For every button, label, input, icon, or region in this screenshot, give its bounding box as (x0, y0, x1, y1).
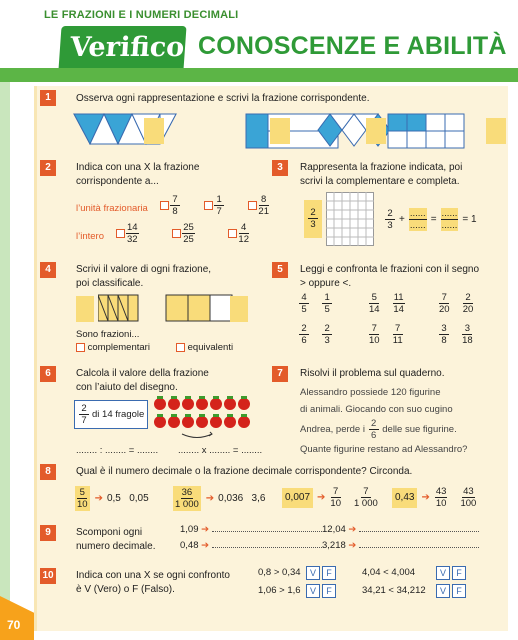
answer-line[interactable] (212, 547, 322, 548)
word-problem (300, 384, 467, 458)
exercise-7-text: Risolvi il problema sul quaderno. (300, 368, 445, 379)
denominator: 8 (441, 335, 447, 346)
comparison-pair (368, 292, 438, 315)
numerator: 1 (322, 292, 332, 304)
denominator: 100 (460, 498, 477, 509)
blank[interactable]: ...... (409, 220, 426, 231)
exercise-5-text (300, 263, 479, 291)
comparison-text: 34,21 < 34,212 (362, 585, 426, 596)
exercise-6-text (76, 367, 209, 395)
exercise-8-text: Qual è il numero decimale o la frazione decimale corrispondente? Circonda. (76, 466, 413, 477)
comparison-text: 1,06 > 1,6 (258, 585, 301, 596)
numerator: 2 (79, 403, 89, 415)
problem-text: delle sue figurine. (382, 424, 457, 436)
decimal-value: 0,48 (180, 540, 199, 551)
page-title: CONOSCENZE E ABILITÀ (198, 32, 507, 60)
numerator: 8 (259, 194, 269, 206)
blank[interactable]: ...... (441, 220, 458, 231)
exercise-number: 6 (40, 366, 56, 382)
choice-option[interactable] (354, 486, 378, 509)
numerator: 2 (322, 323, 332, 335)
decimal-value: 0,43 (392, 488, 417, 508)
arrow-icon: ➔ (421, 491, 430, 503)
exercise-number: 3 (272, 160, 288, 176)
checkbox[interactable] (172, 229, 181, 238)
comparison-text: 4,04 < 4,004 (362, 567, 416, 578)
exercise-2-text (76, 161, 199, 189)
choice-option[interactable] (330, 486, 341, 509)
true-box[interactable]: V (436, 566, 450, 580)
numerator: 5 (369, 292, 379, 304)
numerator: 7 (439, 292, 449, 304)
text-line: Leggi e confronta le frazioni con il segno (300, 264, 480, 275)
numerator: 2 (369, 418, 379, 430)
text-line: Scomponi ogni (76, 527, 143, 538)
numerator: 5 (77, 487, 87, 499)
exercise-number: 2 (40, 160, 56, 176)
exercise-4-text (76, 263, 211, 291)
quantity-label: di 14 fragole (92, 408, 145, 420)
numerator: 7 (170, 194, 180, 206)
false-box[interactable]: F (322, 584, 336, 598)
option-equivalenti[interactable] (176, 341, 233, 355)
exercise-number: 9 (40, 525, 56, 541)
strawberries-illustration (152, 394, 264, 442)
denominator: 6 (301, 335, 307, 346)
checkbox[interactable] (76, 343, 85, 352)
fraction-of-quantity (74, 400, 148, 429)
chapter-subtitle: LE FRAZIONI E I NUMERI DECIMALI (44, 9, 239, 21)
text-line: Calcola il valore della frazione (76, 368, 209, 379)
problem-text: Andrea, perde i (300, 424, 365, 436)
decimal-group-4 (392, 486, 477, 509)
exercise-number: 4 (40, 262, 56, 278)
blank[interactable]: ...... (409, 208, 426, 219)
whole-label: l’intero (76, 231, 104, 242)
unit-fraction-label: l’unità frazionaria (76, 203, 148, 214)
exercise-number: 1 (40, 90, 56, 106)
comparison-pair (298, 292, 368, 315)
numerator: 36 (181, 487, 193, 498)
exercise-9-text (76, 526, 155, 554)
grid-to-color[interactable] (326, 192, 374, 246)
denominator: 3 (310, 219, 316, 230)
arrow-icon: ➔ (348, 540, 357, 551)
exercise-4-figures (98, 293, 248, 323)
option-label: equivalenti (187, 342, 234, 353)
comparison-pair (438, 292, 508, 315)
checkbox[interactable] (248, 201, 257, 210)
exercise-2-row2 (116, 222, 250, 245)
arrow-icon: ➔ (94, 492, 103, 504)
option-label: complementari (87, 342, 150, 353)
denominator: 20 (439, 304, 450, 315)
denominator: 7 (216, 206, 222, 217)
text-line: è V (Vero) o F (Falso). (76, 584, 175, 595)
problem-line: Quante figurine restano ad Alessandro? (300, 444, 468, 455)
comparison-pair (438, 323, 508, 346)
denominator: 10 (369, 335, 380, 346)
denominator: 25 (183, 234, 194, 245)
plus-sign: + (399, 213, 405, 225)
denominator: 5 (301, 304, 307, 315)
arrow-icon: ➔ (348, 524, 357, 535)
numerator: 4 (299, 292, 309, 304)
false-box[interactable]: F (452, 584, 466, 598)
text-line: con l’aiuto del disegno. (76, 382, 178, 393)
option-complementari[interactable] (76, 341, 150, 355)
answer-line[interactable] (212, 531, 322, 532)
arrow-icon: ➔ (317, 491, 326, 503)
text-line: Indica con una X la frazione (76, 162, 200, 173)
division-blank[interactable]: ........ : ........ = ........ (76, 445, 159, 456)
blank[interactable]: ...... (441, 208, 458, 219)
denominator: 7 (81, 415, 87, 426)
comparison-text: 0,8 > 0,34 (258, 567, 301, 578)
denominator: 18 (462, 335, 473, 346)
numerator: 25 (183, 222, 194, 233)
answer-box[interactable] (144, 118, 164, 144)
answer-box[interactable] (486, 118, 506, 144)
decimal-group-2 (172, 486, 265, 511)
exercise-number: 7 (272, 366, 288, 382)
numerator: 43 (463, 486, 474, 497)
false-box[interactable]: F (452, 566, 466, 580)
decimal-group-1 (74, 486, 149, 511)
problem-line (300, 418, 467, 441)
multiplication-blank[interactable]: ........ x ........ = ........ (178, 445, 263, 456)
denominator: 21 (258, 206, 269, 217)
text-line: Rappresenta la frazione indicata, poi (300, 162, 463, 173)
denominator: 12 (238, 234, 249, 245)
denominator: 14 (369, 304, 380, 315)
numerator: 11 (393, 292, 404, 303)
answer-line[interactable] (359, 547, 479, 548)
numerator: 3 (462, 323, 472, 335)
grid-figure (388, 114, 464, 148)
page-number: 70 (7, 618, 21, 632)
comparison-row (362, 584, 466, 598)
checkbox[interactable] (228, 229, 237, 238)
exercise-10-text (76, 569, 230, 597)
comparison-grid (298, 292, 508, 346)
denominator: 3 (324, 335, 330, 346)
numerator: 1 (214, 194, 224, 206)
fraction-tag (304, 200, 322, 238)
numerator: 2 (308, 207, 318, 219)
text-line: scrivi la complementare e completa. (300, 176, 460, 187)
arrow-icon: ➔ (201, 540, 210, 551)
answer-box[interactable] (366, 118, 386, 144)
decimal-value: 3,218 (322, 540, 346, 551)
answer-box[interactable] (230, 296, 248, 322)
numerator: 7 (393, 323, 403, 335)
exercise-3-text (300, 161, 462, 189)
denominator: 10 (435, 498, 447, 509)
denominator: 11 (392, 335, 403, 346)
choice-options[interactable]: 0,5 0,05 (106, 492, 149, 504)
numerator: 2 (299, 323, 309, 335)
comparison-pair (298, 323, 368, 346)
arrow-icon: ➔ (201, 524, 210, 535)
complement-equation (384, 208, 477, 231)
decompose-row (180, 523, 322, 537)
exercise-1-text: Osserva ogni rappresentazione e scrivi la frazione corrispondente. (76, 93, 370, 104)
denominator: 3 (387, 220, 393, 231)
numerator: 7 (331, 486, 341, 498)
exercise-2-row1 (160, 194, 270, 217)
text-line: poi classificale. (76, 278, 144, 289)
numerator: 7 (369, 323, 379, 335)
decompose-row (322, 523, 479, 537)
decompose-row (322, 539, 479, 553)
denominator: 1 000 (175, 499, 199, 510)
denominator: 32 (127, 234, 138, 245)
equals-sign: = (430, 213, 437, 225)
checkbox[interactable] (116, 229, 125, 238)
decimal-value: 1,09 (180, 524, 199, 535)
exercise-number: 5 (272, 262, 288, 278)
comparison-row (362, 566, 466, 580)
true-box[interactable]: V (436, 584, 450, 598)
left-margin-strip (0, 82, 10, 640)
denominator: 8 (172, 206, 178, 217)
text-line: Scrivi il valore di ogni frazione, (76, 264, 212, 275)
decimal-value: 0,007 (282, 488, 313, 508)
comparison-row (258, 584, 336, 598)
text-line: numero decimale. (76, 541, 156, 552)
denominator: 6 (370, 430, 377, 441)
choice-options[interactable]: 0,036 3,6 (218, 492, 266, 504)
choice-option[interactable] (460, 486, 476, 509)
denominator: 5 (324, 304, 330, 315)
problem-line: Alessandro possiede 120 figurine (300, 387, 441, 398)
comparison-pair (368, 323, 438, 346)
denominator: 10 (330, 498, 341, 509)
decimal-group-3 (282, 486, 379, 509)
numerator: 14 (127, 222, 138, 233)
text-line: > oppure <. (300, 278, 352, 289)
numerator: 2 (385, 208, 395, 220)
checkbox[interactable] (160, 201, 169, 210)
denominator: 20 (462, 304, 474, 315)
numerator: 3 (439, 323, 449, 335)
decimal-value: 12,04 (322, 524, 346, 535)
numerator: 2 (463, 292, 473, 304)
true-box[interactable]: V (306, 566, 320, 580)
header-band (0, 68, 518, 82)
numerator: 4 (239, 222, 249, 234)
exercise-number: 10 (40, 568, 56, 584)
text-line: corrispondente a... (76, 176, 159, 187)
checkbox[interactable] (176, 343, 185, 352)
checkbox[interactable] (204, 201, 213, 210)
denominator: 10 (77, 499, 88, 510)
comparison-row (258, 566, 336, 580)
classification-prompt: Sono frazioni... (76, 329, 140, 340)
exercise-number: 8 (40, 464, 56, 480)
decompose-row (180, 539, 322, 553)
true-box[interactable]: V (306, 584, 320, 598)
answer-line[interactable] (359, 531, 479, 532)
numerator: 43 (435, 486, 447, 497)
denominator: 1 000 (354, 498, 378, 509)
false-box[interactable]: F (322, 566, 336, 580)
answer-box[interactable] (270, 118, 290, 144)
answer-box[interactable] (76, 296, 94, 322)
verifico-badge: Verifico (58, 26, 186, 70)
arrow-icon: ➔ (205, 492, 215, 504)
numerator: 7 (361, 486, 371, 498)
denominator: 14 (393, 304, 404, 315)
exercise-1-figures (70, 108, 510, 152)
choice-option[interactable] (435, 486, 448, 509)
equals-one: = 1 (462, 213, 477, 225)
text-line: Indica con una X se ogni confronto (76, 570, 230, 581)
problem-line: di animali. Giocando con suo cugino (300, 404, 453, 415)
